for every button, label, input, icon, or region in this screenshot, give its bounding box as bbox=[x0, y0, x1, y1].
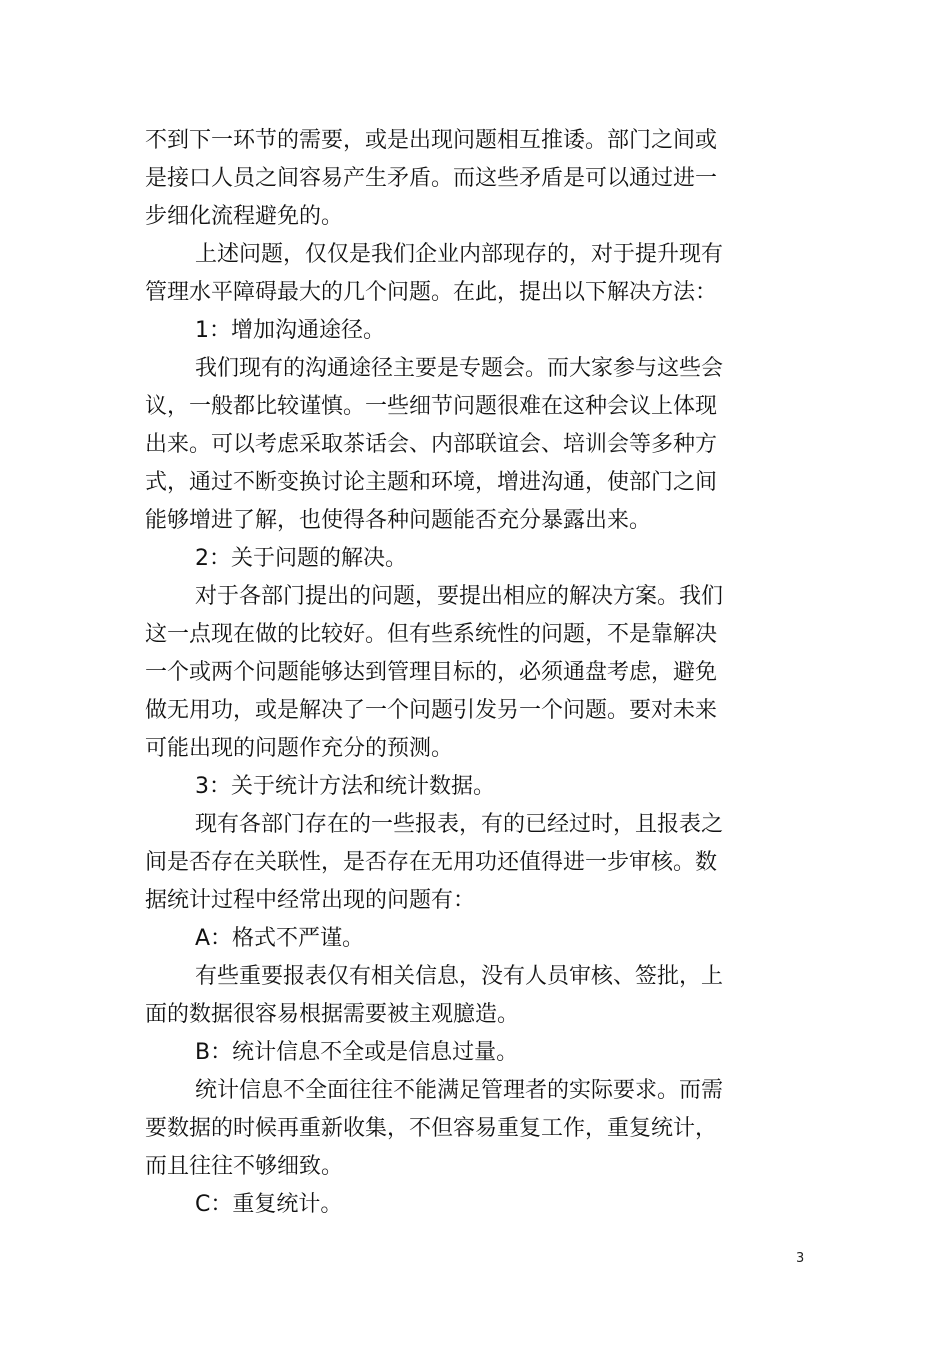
text-line: 而且往往不够细致。 bbox=[145, 1154, 344, 1179]
text-line: 步细化流程避免的。 bbox=[145, 204, 344, 229]
paragraph bbox=[145, 578, 745, 616]
paragraph bbox=[145, 996, 745, 1034]
text-line: 现有各部门存在的一些报表，有的已经过时，且报表之 bbox=[195, 812, 724, 837]
text-line: 式，通过不断变换讨论主题和环境，增进沟通，使部门之间 bbox=[145, 470, 718, 495]
text-line: 1：增加沟通途径。 bbox=[195, 318, 385, 343]
list-heading bbox=[145, 920, 745, 958]
text-line: A：格式不严谨。 bbox=[195, 926, 365, 951]
text-line: 出来。可以考虑采取茶话会、内部联谊会、培训会等多种方 bbox=[145, 432, 718, 457]
paragraph bbox=[145, 122, 745, 236]
text-line: 能够增进了解，也使得各种问题能否充分暴露出来。 bbox=[145, 508, 652, 533]
text-line: 3：关于统计方法和统计数据。 bbox=[195, 774, 495, 799]
text-line: 有些重要报表仅有相关信息，没有人员审核、签批，上 bbox=[195, 964, 724, 989]
text-line: 议，一般都比较谨慎。一些细节问题很难在这种会议上体现 bbox=[145, 394, 718, 419]
text-line: 一个或两个问题能够达到管理目标的，必须通盘考虑，避免 bbox=[145, 660, 718, 685]
text-line: C：重复统计。 bbox=[195, 1192, 343, 1217]
text-line: 上述问题，仅仅是我们企业内部现存的，对于提升现有 bbox=[195, 242, 724, 267]
text-line: 要数据的时候再重新收集，不但容易重复工作，重复统计， bbox=[145, 1116, 718, 1141]
paragraph bbox=[145, 350, 745, 388]
list-heading bbox=[145, 768, 745, 806]
text-line: B：统计信息不全或是信息过量。 bbox=[195, 1040, 519, 1065]
paragraph bbox=[145, 844, 745, 920]
paragraph bbox=[145, 616, 745, 768]
list-heading bbox=[145, 1186, 745, 1224]
text-line: 间是否存在关联性，是否存在无用功还值得进一步审核。数 bbox=[145, 850, 718, 875]
paragraph bbox=[145, 236, 745, 274]
text-line: 做无用功，或是解决了一个问题引发另一个问题。要对未来 bbox=[145, 698, 718, 723]
page-number: 3 bbox=[796, 1251, 805, 1266]
paragraph bbox=[145, 1110, 745, 1186]
text-line: 不到下一环节的需要，或是出现问题相互推诿。部门之间或 bbox=[145, 128, 718, 153]
list-heading bbox=[145, 312, 745, 350]
text-line: 是接口人员之间容易产生矛盾。而这些矛盾是可以通过进一 bbox=[145, 166, 718, 191]
text-line: 对于各部门提出的问题，要提出相应的解决方案。我们 bbox=[195, 584, 724, 609]
paragraph bbox=[145, 274, 745, 312]
text-line: 面的数据很容易根据需要被主观臆造。 bbox=[145, 1002, 520, 1027]
paragraph bbox=[145, 806, 745, 844]
text-line: 2：关于问题的解决。 bbox=[195, 546, 407, 571]
text-line: 统计信息不全面往往不能满足管理者的实际要求。而需 bbox=[195, 1078, 724, 1103]
paragraph bbox=[145, 958, 745, 996]
text-line: 我们现有的沟通途径主要是专题会。而大家参与这些会 bbox=[195, 356, 724, 381]
text-line: 这一点现在做的比较好。但有些系统性的问题，不是靠解决 bbox=[145, 622, 718, 647]
list-heading bbox=[145, 1034, 745, 1072]
document-body bbox=[145, 122, 745, 1224]
text-line: 管理水平障碍最大的几个问题。在此，提出以下解决方法： bbox=[145, 280, 718, 305]
paragraph bbox=[145, 1072, 745, 1110]
list-heading bbox=[145, 540, 745, 578]
paragraph bbox=[145, 388, 745, 540]
text-line: 可能出现的问题作充分的预测。 bbox=[145, 736, 454, 761]
text-line: 据统计过程中经常出现的问题有： bbox=[145, 888, 476, 913]
